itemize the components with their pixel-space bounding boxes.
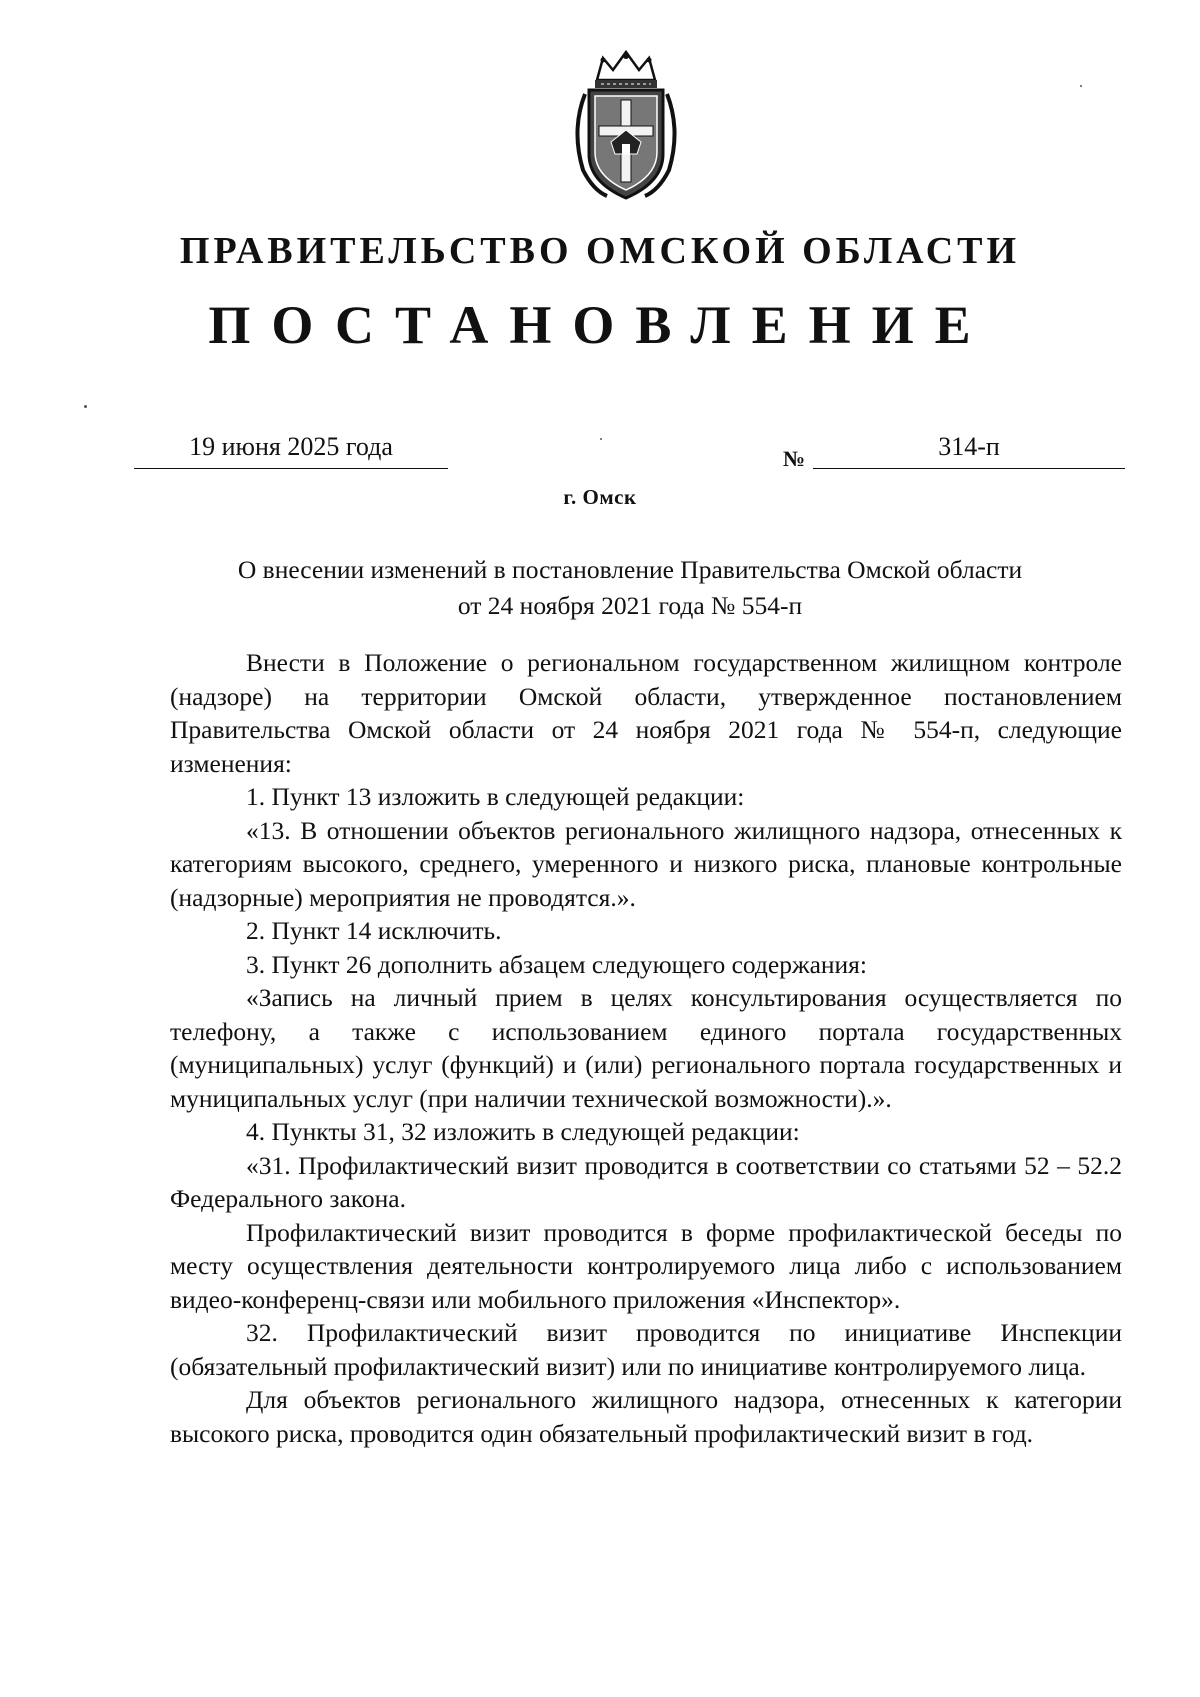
- scan-speck: [1080, 85, 1082, 87]
- body-paragraph: 1. Пункт 13 изложить в следующей редакции:: [246, 782, 745, 811]
- body-paragraph: Внести в Положение о региональном государственном жилищном контроле (надзоре) на территории Омской области, утвержденное постановлением Правительства Омской области от 24 ноября 2021 года № 554-п, следующие изменения:: [170, 648, 1122, 778]
- coat-of-arms-emblem: [567, 50, 685, 202]
- body-paragraph: 3. Пункт 26 дополнить абзацем следующего содержания:: [246, 949, 867, 979]
- number-sign: №: [783, 446, 806, 471]
- city-label: г. Омск: [563, 485, 637, 509]
- body-paragraph: Для объектов регионального жилищного надзора, отнесенных к категории высокого риска, проводится один обязательный профилактический визит в год.: [170, 1385, 1122, 1448]
- body-paragraph: «31. Профилактический визит проводится в соответствии со статьями 52 – 52.2 Федерального закона.: [170, 1150, 1122, 1213]
- subject-line: О внесении изменений в постановление Правительства Омской области: [237, 555, 1023, 584]
- body-paragraph: 2. Пункт 14 исключить.: [246, 916, 502, 945]
- body-paragraph: «13. В отношении объектов регионального жилищного надзора, отнесенных к категориям высокого, среднего, умеренного и низкого риска, плановые контрольные (надзорные) мероприятия не проводятся.».: [170, 815, 1122, 912]
- body-paragraph: «Запись на личный прием в целях консультирования осуществляется по телефону, а также с использованием единого портала государственных (муниципальных) услуг (функций) и (или) регионального портала государственных и муниципальных услуг (при наличии технической возможности).».: [170, 983, 1122, 1113]
- document-date: 19 июня 2025 года: [189, 432, 393, 461]
- subject-line: от 24 ноября 2021 года № 554-п: [457, 591, 803, 620]
- body-paragraph: 4. Пункты 31, 32 изложить в следующей редакции:: [246, 1117, 800, 1146]
- organization-title: ПРАВИТЕЛЬСТВО ОМСКОЙ ОБЛАСТИ: [179, 230, 1021, 272]
- document-body: [170, 646, 1122, 1450]
- body-paragraph: 32. Профилактический визит проводится по инициативе Инспекции (обязательный профилактический визит) или по инициативе контролируемого лица.: [170, 1318, 1122, 1381]
- document-date-field: [134, 432, 448, 469]
- document-number: 314-п: [938, 432, 1000, 461]
- scan-speck: [600, 438, 602, 440]
- document-subject: [170, 552, 1090, 624]
- body-paragraph: Профилактический визит проводится в форме профилактической беседы по месту осуществления деятельности контролируемого лица либо с использованием видео-конференц-связи или мобильного приложения «Инспектор».: [170, 1217, 1122, 1314]
- scan-speck: [84, 405, 87, 408]
- document-type-title: ПОСТАНОВЛЕНИЕ: [208, 295, 992, 355]
- document-number-field: [813, 432, 1125, 469]
